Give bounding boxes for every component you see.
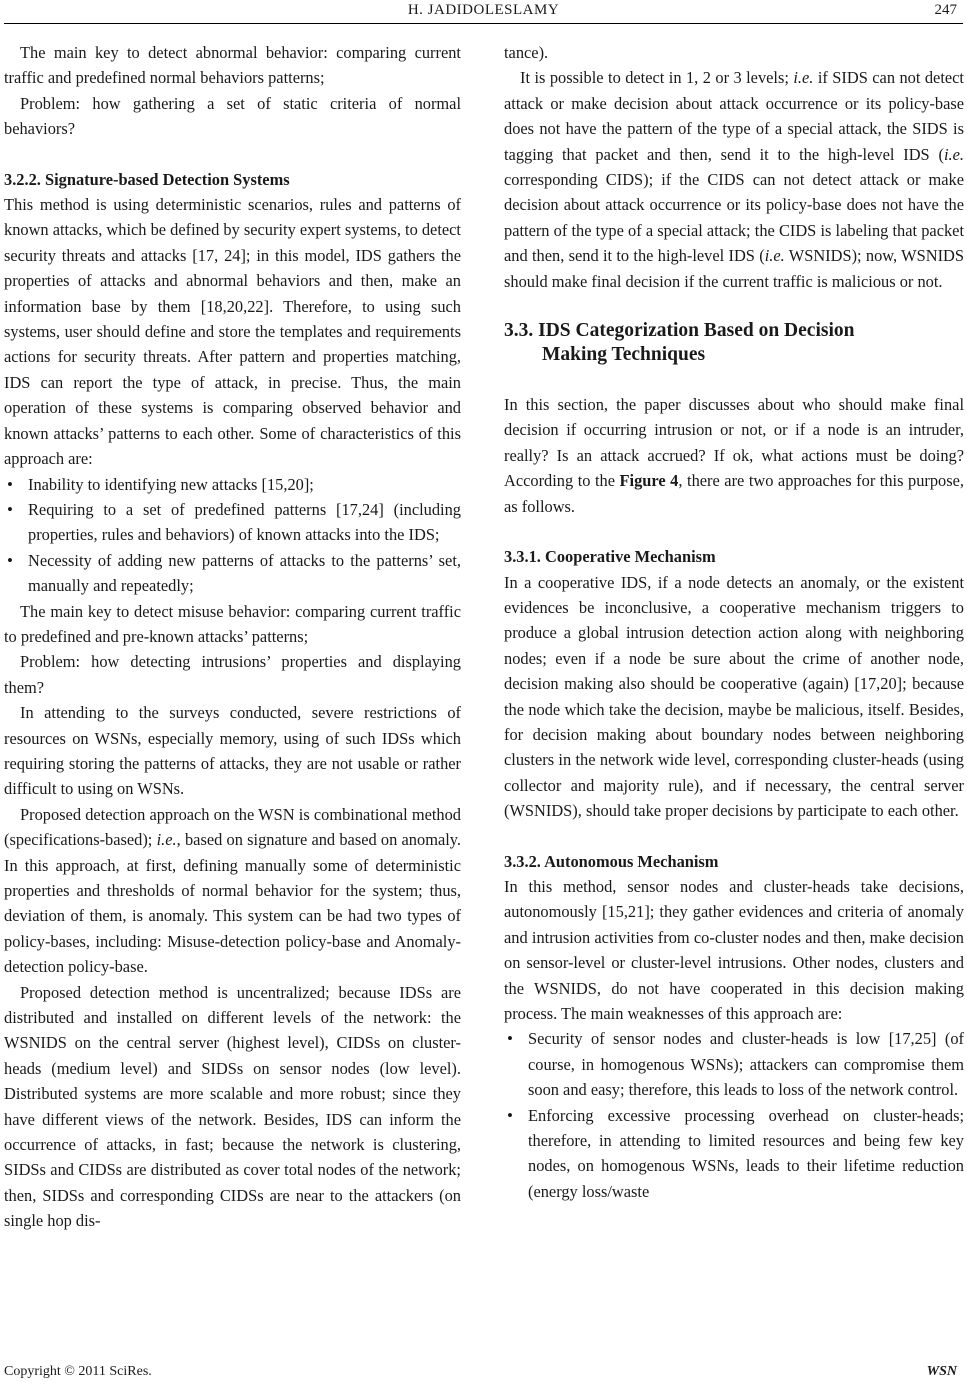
paragraph: The main key to detect abnormal behavior: comparing current traffic and predefined normal behaviors patterns; [4, 43, 461, 88]
bullet-list [504, 1026, 964, 1204]
list-item: • Enforcing excessive processing overhead on cluster-heads; therefore, in attending to limited resources and being few key nodes, on homogenous WSNs, leads to their lifetime reduction (energy loss/waste [504, 1103, 964, 1205]
section-heading-cooperative: 3.3.1. Cooperative Mechanism [504, 547, 716, 567]
section-heading-signature: 3.2.2. Signature-based Detection Systems [4, 169, 290, 189]
paragraph: In a cooperative IDS, if a node detects an anomaly, or the existent evidences be inconclusive, a cooperative mechanism triggers to produce a global intrusion detection action along with neighboring nodes; even if a node be sure about the crime of another node, decision making also should be cooperative (again) [17,20]; because the node which take the decision, maybe be malicious, itself. Besides, for decision making about boundary nodes between neighboring clusters in the network wide level, corresponding cluster-heads (using collector and majority rule), and if necessary, the central server (WSNIDS), should take proper decisions by participate to each other. [504, 572, 964, 821]
paragraph: In attending to the surveys conducted, severe restrictions of resources on WSNs, especially memory, using of such IDSs which requiring storing the patterns of attacks, they are not usable or rather difficult to using on WSNs. [4, 703, 461, 799]
header-rule [4, 23, 963, 24]
paragraph: Proposed detection approach on the WSN is combinational method (specifications-based); i.e., based on signature and based on anomaly. In this approach, at first, defining manually some of deterministic properties and thresholds of normal behavior for the system; thus, deviation of them, is anomaly. This system can be had two types of policy-bases, including: Misuse-detection policy-base and Anomaly-detection policy-base. [4, 804, 462, 977]
footer-copyright: Copyright © 2011 SciRes. [4, 1364, 152, 1379]
paragraph: This method is using deterministic scenarios, rules and patterns of known attacks, which be defined by security expert systems, to detect security threats and attacks [17, 24]; in this model, IDS gathers the properties of attacks and abnormal behaviors and then, make an information base by them [18,20,22]. Therefore, to using such systems, user should define and store the templates and requirements actions for security threats. After pattern and properties matching, IDS can report the type of attack, in precise. Thus, the main operation of these systems is comparing observed behavior and known attacks’ patterns to each other. Some of characteristics of this approach are: [4, 195, 461, 469]
list-item: • Inability to identifying new attacks [15,20]; [4, 472, 461, 497]
paragraph: tance). [504, 43, 549, 62]
paragraph: Problem: how gathering a set of static criteria of normal behaviors? [4, 93, 461, 139]
paragraph: Proposed detection method is uncentralized; because IDSs are distributed and installed on different levels of the network: the WSNIDS on the central server (highest level), CIDSs on cluster-heads (medium level) and SIDSs on sensor nodes (low level). Distributed systems are more scalable and more robust; since they have different views of the network. Besides, IDS can inform the occurrence of attacks, in fast; because the network is clustering, SIDSs and CIDSs are distributed as cover total nodes of the network; then, SIDSs and corresponding CIDSs are near to the attackers (on single hop dis- [4, 982, 461, 1231]
figure-reference: Figure 4 [619, 471, 679, 491]
page-number: 247 [934, 2, 957, 18]
list-item: • Security of sensor nodes and cluster-heads is low [17,25] (of course, in homogenous WSNs); attackers can compromise them soon and easy; therefore, this leads to loss of the network control. [504, 1026, 964, 1102]
running-header-author: H. JADIDOLESLAMY [407, 2, 560, 18]
paragraph: It is possible to detect in 1, 2 or 3 levels; i.e. if SIDS can not detect attack or make decision about attack occurrence or its policy-base does not have the pattern of the type of a special attack, the SIDS is tagging that packet and then, send it to the high-level IDS (i.e. corresponding CIDS); if the CIDS can not detect attack or make decision about attack occurrence or its policy-base does not have the pattern of the type of a special attack; the CIDS is labeling that packet and then, send it to the high-level IDS (i.e. WSNIDS); now, WSNIDS should make final decision if the current traffic is malicious or not. [504, 68, 965, 291]
section-heading-3-3: 3.3. IDS Categorization Based on Decision Making Techniques [504, 320, 855, 366]
paragraph: In this section, the paper discusses about who should make final decision if occurring intrusion or not, or if a node is an intruder, really? Is an attack accrued? If ok, what actions must be doing? According to the Figure 4, there are two approaches for this purpose, as follows. [504, 395, 964, 516]
right-column [504, 40, 964, 1204]
paragraph: Problem: how detecting intrusions’ properties and displaying them? [4, 652, 461, 697]
list-item: • Necessity of adding new patterns of attacks to the patterns’ set, manually and repeatedly; [4, 548, 461, 599]
paragraph: In this method, sensor nodes and cluster-heads take decisions, autonomously [15,21]; they gather evidences and criteria of anomaly and intrusion activities from co-cluster nodes and then, make decision on sensor-level or cluster-level intrusions. Other nodes, clusters and the WSNIDS, do not have cooperated in this decision making process. The main weaknesses of this approach are: [504, 876, 964, 1023]
list-item: • Requiring to a set of predefined patterns [17,24] (including properties, rules and behaviors) of known attacks into the IDS; [4, 497, 461, 548]
section-heading-autonomous: 3.3.2. Autonomous Mechanism [504, 851, 719, 871]
left-column [4, 40, 461, 1234]
footer-journal: WSN [926, 1364, 957, 1379]
paragraph: The main key to detect misuse behavior: comparing current traffic to predefined and pre-known attacks’ patterns; [4, 601, 461, 646]
bullet-list [4, 472, 461, 599]
